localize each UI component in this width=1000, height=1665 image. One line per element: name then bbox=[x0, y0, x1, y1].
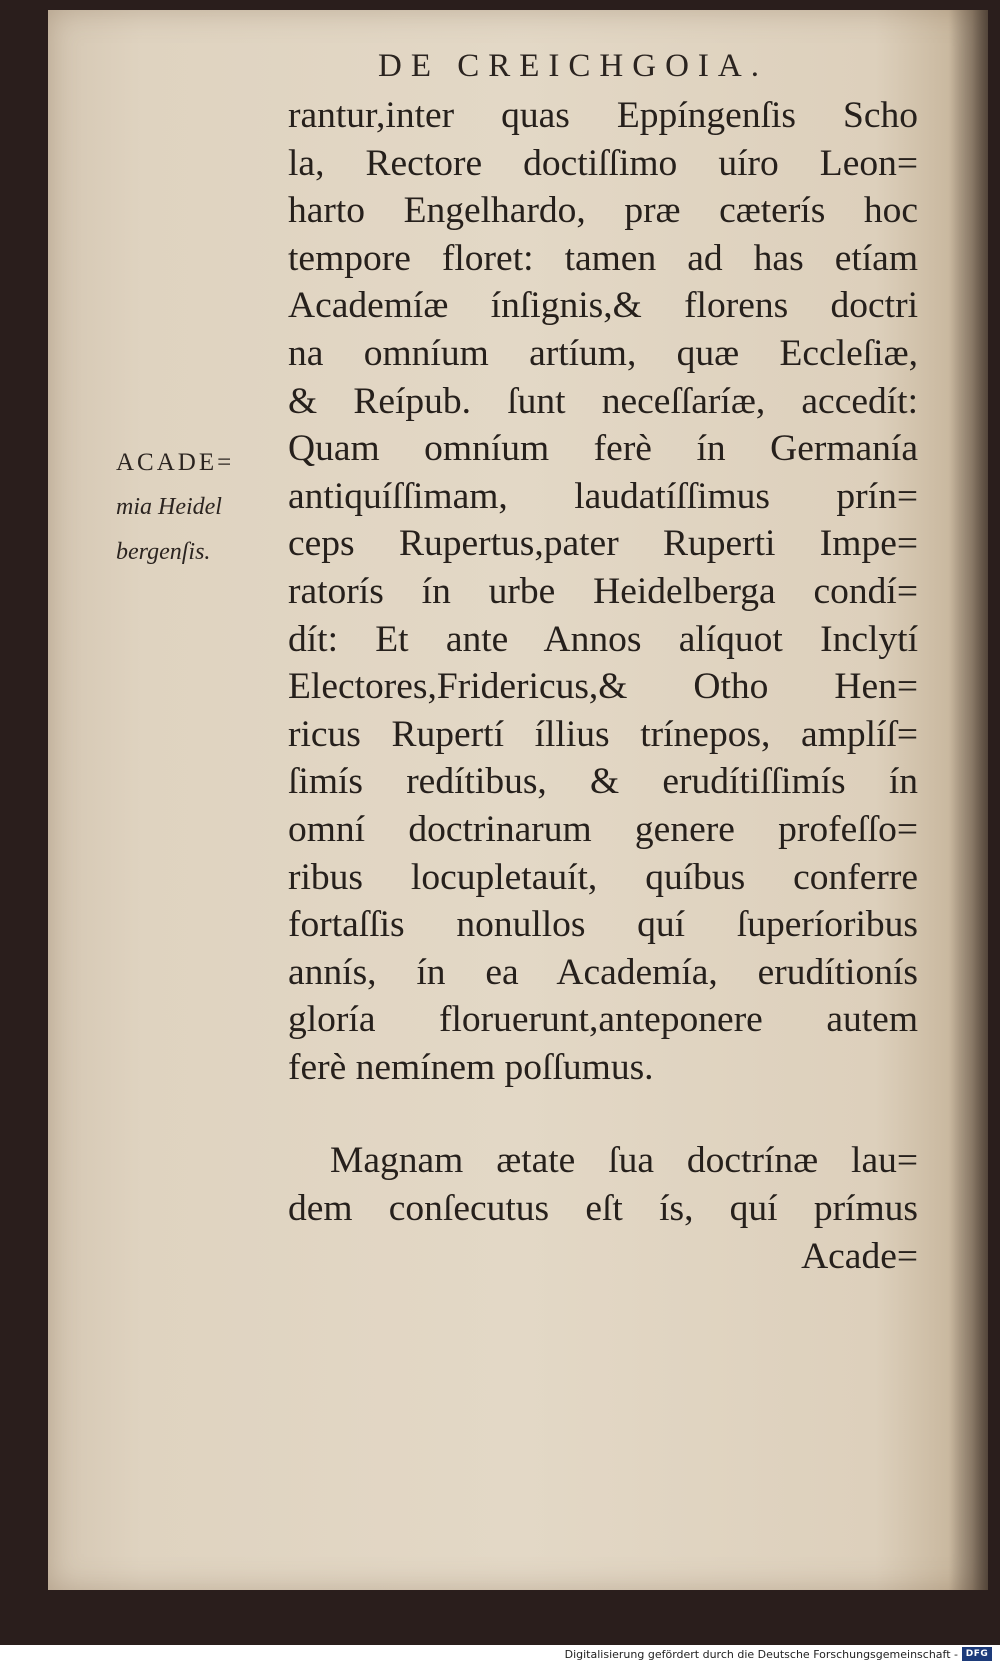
text-line: fortaſſis nonullos quí ſuperíoribus bbox=[288, 904, 918, 946]
footer-credit: Digitalisierung gefördert durch die Deutsche Forschungsgemeinschaft - bbox=[564, 1648, 958, 1661]
marginal-note-line: ACADE= bbox=[116, 449, 235, 476]
dfg-logo-icon: DFG bbox=[962, 1647, 992, 1661]
text-line: la, Rectore doctiſſimo uíro Leon= bbox=[288, 142, 918, 184]
marginal-note bbox=[116, 440, 286, 575]
main-text-block bbox=[288, 92, 918, 1280]
text-line: ribus locupletauít, quíbus conferre bbox=[288, 856, 918, 898]
text-line: gloría floruerunt,anteponere autem bbox=[288, 999, 918, 1041]
text-line: tempore floret: tamen ad has etíam bbox=[288, 237, 918, 279]
page-edge-shadow bbox=[948, 10, 988, 1590]
text-line: Electores,Fridericus,& Otho Hen= bbox=[288, 666, 918, 708]
text-line: Magnam ætate ſua doctrínæ lau= bbox=[330, 1140, 918, 1182]
text-line: omní doctrinarum genere profeſſo= bbox=[288, 808, 918, 850]
text-line: ratorís ín urbe Heidelberga condí= bbox=[288, 570, 918, 612]
text-line: na omníum artíum, quæ Eccleſiæ, bbox=[288, 332, 918, 374]
text-line: annís, ín ea Academía, erudítionís bbox=[288, 951, 918, 993]
text-line: Quam omníum ferè ín Germanía bbox=[288, 428, 918, 470]
running-head: DE CREICHGOIA. bbox=[378, 48, 768, 84]
text-line: ferè nemínem poſſumus. bbox=[288, 1046, 654, 1088]
text-line: harto Engelhardo, præ cæterís hoc bbox=[288, 190, 918, 232]
text-line: rantur,inter quas Eppíngenſis Scho bbox=[288, 95, 918, 136]
text-line: dem conſecutus eſt ís, quí prímus bbox=[288, 1188, 918, 1230]
text-line: ceps Rupertus,pater Ruperti Impe= bbox=[288, 523, 918, 565]
text-line: & Reípub. ſunt neceſſaríæ, accedít: bbox=[288, 380, 918, 422]
marginal-note-line: bergenſis. bbox=[116, 539, 211, 565]
text-line: dít: Et ante Annos alíquot Inclytí bbox=[288, 618, 918, 660]
text-line: antiquíſſimam, laudatíſſimus prín= bbox=[288, 475, 918, 517]
text-line: Academíæ ínſignis,& florens doctri bbox=[288, 285, 918, 327]
catchword: Acade= bbox=[801, 1235, 918, 1277]
text-line: ſimís redítibus, & erudítiſſimís ín bbox=[288, 761, 918, 803]
paragraph-gap bbox=[288, 1091, 918, 1137]
marginal-note-line: mia Heidel bbox=[116, 494, 222, 520]
text-line: ricus Rupertí íllius trínepos, amplíſ= bbox=[288, 713, 918, 755]
